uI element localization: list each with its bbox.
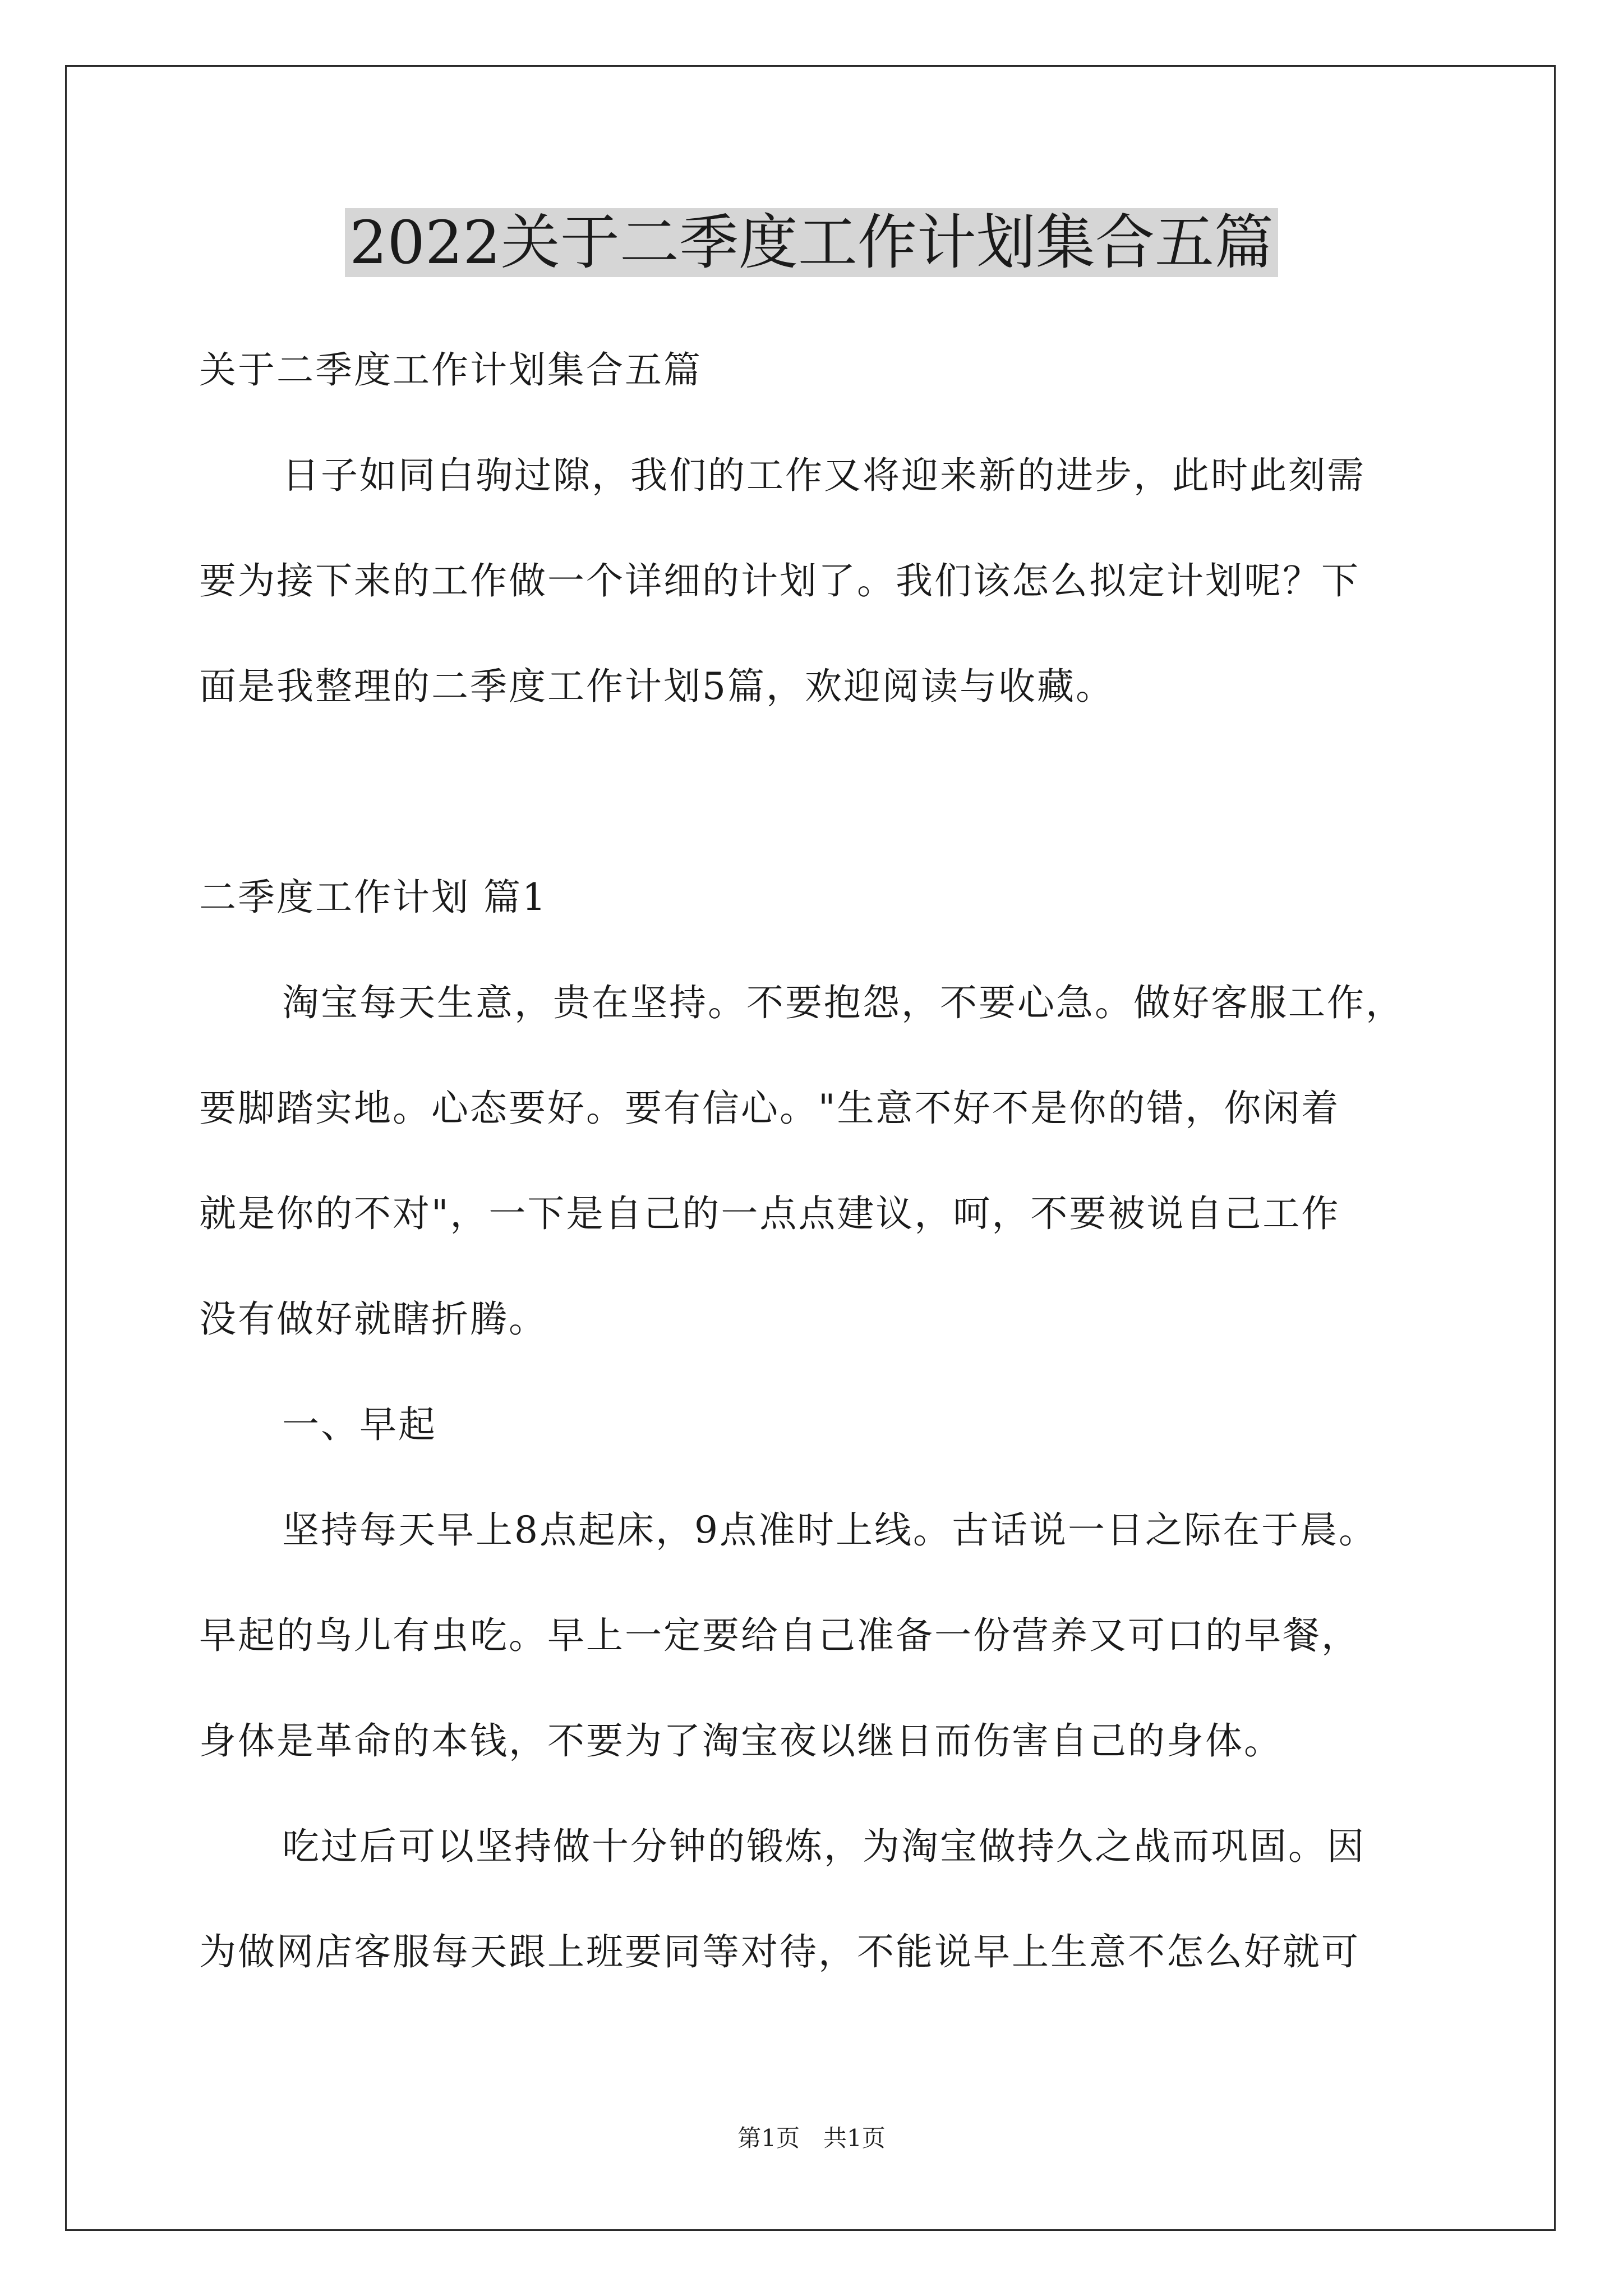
section-heading: 二季度工作计划 篇1 xyxy=(199,876,547,919)
section-line-3: 就是你的不对"，一下是自己的一点点建议，呵，不要被说自己工作 xyxy=(199,1192,1340,1235)
section-subheading: 一、早起 xyxy=(282,1403,437,1446)
section-line-9: 为做网店客服每天跟上班要同等对待，不能说早上生意不怎么好就可 xyxy=(199,1930,1360,1973)
page-number: 第1页 共1页 xyxy=(737,2124,886,2152)
section-line-1: 淘宝每天生意，贵在坚持。不要抱怨，不要心急。做好客服工作， xyxy=(282,981,1404,1024)
intro-line-1: 日子如同白驹过隙，我们的工作又将迎来新的进步，此时此刻需 xyxy=(282,454,1366,497)
document-body xyxy=(199,318,1433,2005)
section-line-5: 坚持每天早上8点起床，9点准时上线。古话说一日之际在于晨。 xyxy=(282,1508,1377,1552)
section-line-2: 要脚踏实地。心态要好。要有信心。"生意不好不是你的错，你闲着 xyxy=(199,1087,1340,1130)
intro-line-2: 要为接下来的工作做一个详细的计划了。我们该怎么拟定计划呢？下 xyxy=(199,559,1360,602)
section-line-8: 吃过后可以坚持做十分钟的锻炼，为淘宝做持久之战而巩固。因 xyxy=(282,1825,1366,1868)
page-footer xyxy=(0,2122,1623,2155)
section-line-4: 没有做好就瞎折腾。 xyxy=(199,1297,547,1341)
section-line-7: 身体是革命的本钱，不要为了淘宝夜以继日而伤害自己的身体。 xyxy=(199,1719,1283,1763)
blank-line xyxy=(199,739,1433,845)
intro-line-3: 面是我整理的二季度工作计划5篇，欢迎阅读与收藏。 xyxy=(199,665,1114,708)
subtitle-line: 关于二季度工作计划集合五篇 xyxy=(199,348,702,392)
document-title xyxy=(0,201,1623,285)
document-title-text: 2022关于二季度工作计划集合五篇 xyxy=(345,208,1278,277)
section-line-6: 早起的鸟儿有虫吃。早上一定要给自己准备一份营养又可口的早餐， xyxy=(199,1614,1360,1657)
